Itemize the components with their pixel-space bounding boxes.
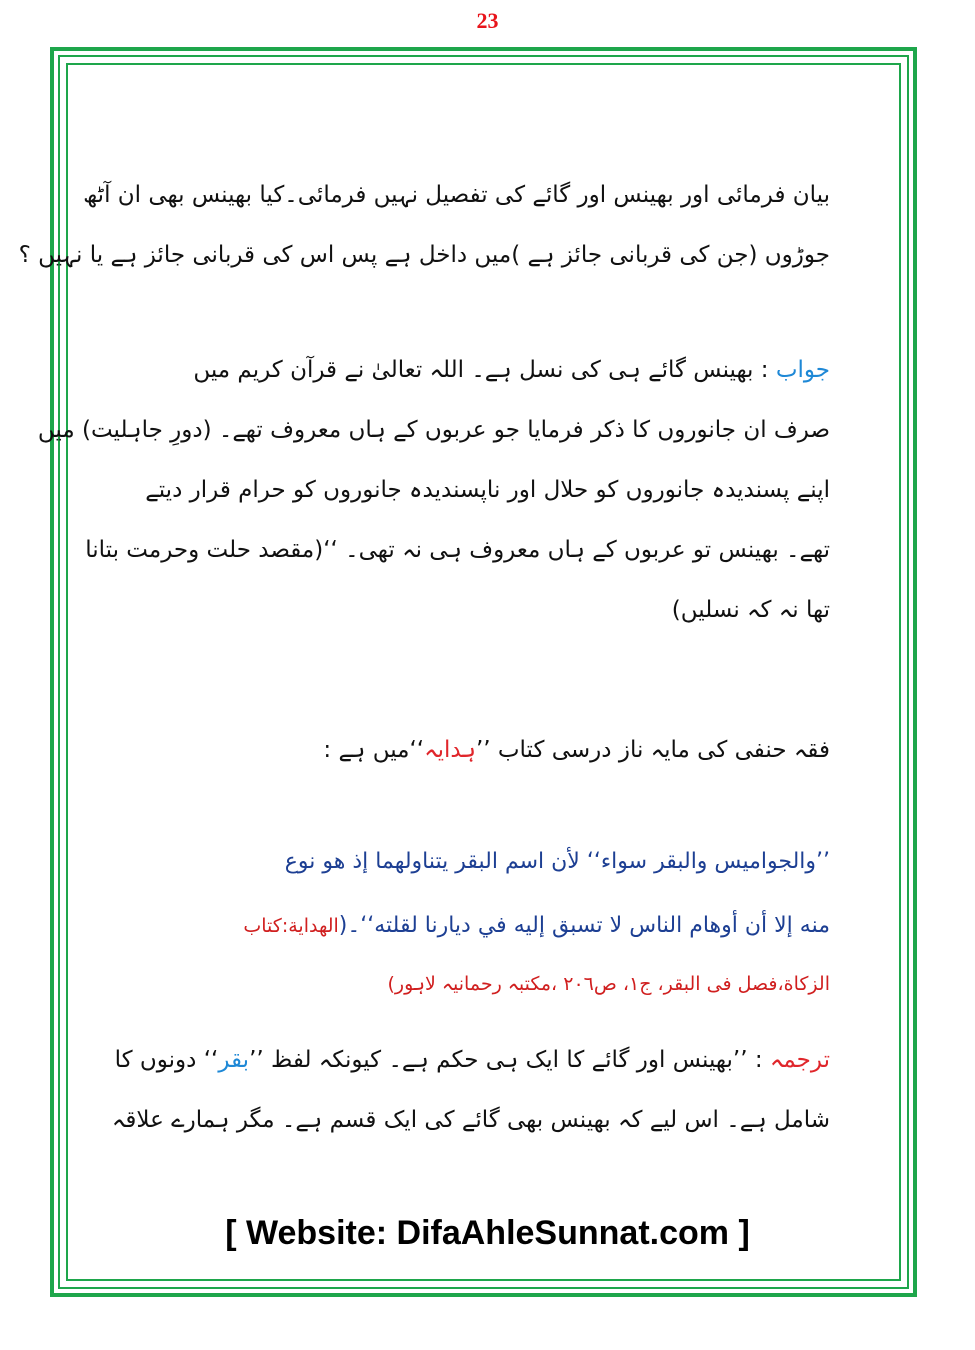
answer-line-1 [140,340,830,400]
translation-paragraph [111,1030,830,1150]
hidaya-intro [140,720,830,780]
hidaya-intro-after: ‘‘میں ہے : [323,737,425,763]
hidaya-intro-before: فقہ حنفی کی مایہ ناز درسی کتاب ’’ [475,737,830,763]
translation-line-1-before: : ’’بھینس اور گائے کا ایک ہی حکم ہے۔ کیونکہ لفظ ’’ [249,1047,763,1073]
answer-line-3: اپنے پسندیدہ جانوروں کو حلال اور ناپسندیدہ جانوروں کو حرام قرار دیتے [145,477,830,503]
translation-line-1 [114,1030,830,1090]
question-line-1: بیان فرمائی اور بھینس اور گائے کی تفصیل نہیں فرمائی۔کیا بھینس بھی ان آٹھ [83,182,830,208]
answer-paragraph [37,340,830,640]
answer-line-4: تھے۔ بھینس تو عربوں کے ہاں معروف ہی نہ تھی۔ ‘‘(مقصد حلت وحرمت بتانا [85,537,830,563]
question-line-2: جوڑوں (جن کی قربانی جائز ہے )میں داخل ہے پس اس کی قربانی جائز ہے یا نہیں ؟ [18,242,830,268]
translation-line-2: شامل ہے۔ اس لیے کہ بھینس بھی گائے کی ایک قسم ہے۔ مگر ہمارے علاقہ [111,1107,830,1133]
reference-book: الهداية:كتاب [243,915,339,937]
arabic-quote [140,830,830,1010]
website-footer: [ Website: DifaAhleSunnat.com ] [225,1214,750,1252]
arabic-line-2-text: منه إلا أن أوهام الناس لا تسبق إليه في ديارنا لقلته‘‘۔( [338,913,830,938]
hidaya-intro-line [140,720,830,780]
answer-label: جواب [775,357,830,383]
answer-line-2: صرف ان جانوروں کا ذکر فرمایا جو عربوں کے ہاں معروف تھے۔ (دورِ جاہلیت) میں [37,417,830,443]
hidaya-title: ہدایہ [424,737,476,763]
arabic-line-2 [140,894,830,958]
question-paragraph [18,165,830,285]
arabic-line-1: ’’والجواميس والبقر سواء‘‘ لأن اسم البقر يتناولهما إذ هو نوع [284,849,830,874]
answer-line-1-text: : بھینس گائے ہی کی نسل ہے۔ اللہ تعالیٰ نے قرآن کریم میں [193,357,769,383]
page-number: 23 [476,8,499,33]
baqar-word: بقر [218,1047,250,1073]
translation-line-1-after: ‘‘ دونوں کا [114,1047,219,1073]
translation-label: ترجمہ [769,1047,830,1073]
answer-line-5: تھا نہ کہ نسلیں) [671,597,830,623]
reference-line: الزكاة،فصل فی البقر، ج۱، ص۲۰٦ ،مکتبہ رحمانیہ لاہور) [387,973,830,995]
